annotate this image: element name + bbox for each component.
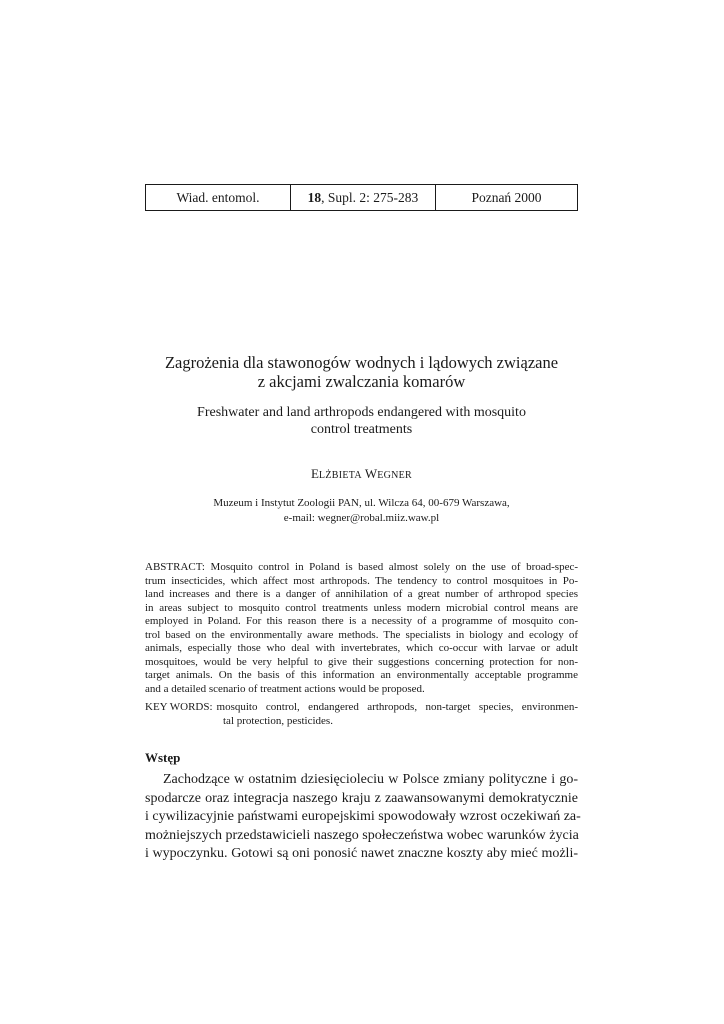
supplement-pages: , Supl. 2: 275-283 xyxy=(321,189,419,205)
affiliation-email: e-mail: wegner@robal.miiz.waw.pl xyxy=(283,512,440,524)
keywords-text: mosquito control, endangered arthropods, non-target species, environmen- xyxy=(216,701,578,713)
journal-name xyxy=(146,185,291,210)
abstract-line: target animals. On the basis of this information an environmentally acceptable programme xyxy=(145,669,578,681)
author-initial: E xyxy=(310,466,319,481)
title-english-line: control treatments xyxy=(310,422,413,437)
abstract-line: trol based on the environmentally aware methods. The specialists in biology and ecology of xyxy=(145,628,578,641)
journal-name-text: Wiad. entomol. xyxy=(176,189,260,205)
keywords xyxy=(145,701,578,728)
affiliation xyxy=(145,496,578,526)
journal-citation-box xyxy=(145,184,578,211)
body-line: i wypoczynku. Gotowi są oni ponosić nawet znaczne koszty aby mieć możli- xyxy=(145,846,578,861)
section-heading: Wstęp xyxy=(145,750,181,765)
title-polish xyxy=(145,353,578,391)
abstract-line: ABSTRACT: Mosquito control in Poland is based almost solely on the use of broad-spec- xyxy=(145,561,578,573)
author-name xyxy=(145,466,578,484)
keywords-label: KEY WORDS: xyxy=(145,701,213,713)
place-year-text: Poznań 2000 xyxy=(471,189,542,205)
author-first-rest: LŻBIETA xyxy=(318,470,362,481)
abstract-line: in areas subject to mosquito control treatments unless modern microbial control means are xyxy=(145,601,578,614)
abstract-line: employed in Poland. For this reason there is a necessity of a programme of mosquito con- xyxy=(145,615,578,627)
volume-pages xyxy=(291,185,436,210)
keywords-text-continued: tal protection, pesticides. xyxy=(223,714,333,727)
affiliation-address: Muzeum i Instytut Zoologii PAN, ul. Wilcza 64, 00-679 Warszawa, xyxy=(213,497,510,509)
place-year xyxy=(436,185,577,210)
body-line: spodarcze oraz integracja naszego kraju z zaawansowanymi demokratycznie xyxy=(145,790,578,806)
body-text xyxy=(145,771,581,864)
abstract-line: animals, especially those who deal with invertebrates, which co-occur with larvae or adult xyxy=(145,642,578,654)
body-line: i cywilizacyjnie państwami europejskimi spowodowały wzrost oczekiwań za- xyxy=(145,809,581,824)
abstract-line: and a detailed scenario of treatment actions would be proposed. xyxy=(145,682,425,695)
abstract-line: land increases and there is a danger of annihilation of a great number of arthropod species xyxy=(145,588,578,600)
abstract-line: trum insecticides, which affect most arthropods. The tendency to control mosquitoes in Po- xyxy=(145,574,578,587)
title-polish-line: z akcjami zwalczania komarów xyxy=(257,372,466,391)
volume-number: 18 xyxy=(307,189,322,205)
author-last-rest: EGNER xyxy=(377,470,413,481)
author-initial: W xyxy=(364,466,378,481)
body-line: możniejszych przedstawicieli naszego społeczeństwa wobec warunków życia xyxy=(145,827,579,843)
title-polish-line: Zagrożenia dla stawonogów wodnych i lądowych związane xyxy=(164,353,559,372)
abstract xyxy=(145,561,578,696)
title-english xyxy=(145,404,578,438)
title-english-line: Freshwater and land arthropods endangered with mosquito xyxy=(197,405,526,420)
abstract-line: mosquitoes, would be very helpful to give their suggestions concerning protection for non- xyxy=(145,655,578,668)
body-line: Zachodzące w ostatnim dziesięcioleciu w Polsce zmiany polityczne i go- xyxy=(163,772,578,787)
